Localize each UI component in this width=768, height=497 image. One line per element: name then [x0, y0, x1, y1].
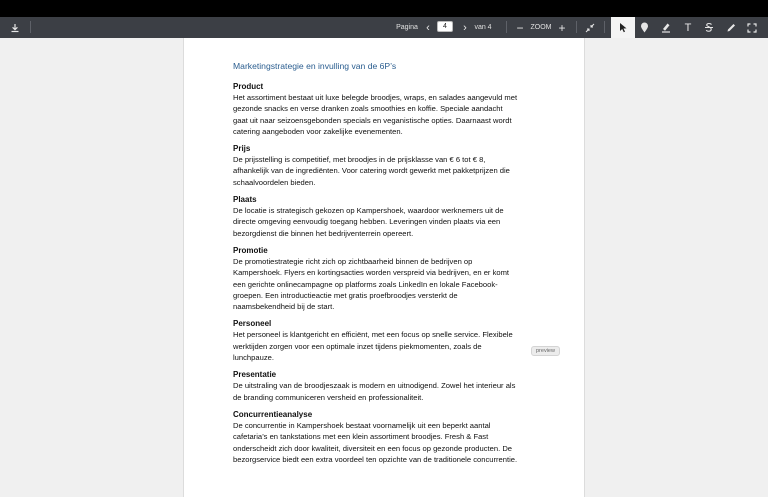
download-button[interactable] [8, 17, 22, 38]
collapse-icon [585, 23, 595, 33]
section-paragraph [233, 420, 553, 465]
text-line: directe omgeving eenvoudig toegang hebben. Leveringen vinden plaats via een [233, 217, 501, 227]
page-label: Pagina [396, 24, 418, 31]
section-presentatie [233, 369, 553, 403]
section-prijs [233, 143, 553, 188]
section-heading: Promotie [233, 245, 268, 255]
text-line: de branding communiceren versheid en professionaliteit. [233, 392, 424, 402]
section-heading: Concurrentieanalyse [233, 409, 313, 419]
download-icon [10, 23, 20, 33]
section-personeel [233, 318, 553, 363]
text-line: cafetaria’s en tankstations met een klein assortiment broodjes. Fresh & Fast [233, 432, 489, 442]
pointer-icon [619, 22, 628, 33]
marker-pin-tool-button[interactable] [637, 17, 651, 38]
text-line: Het assortiment bestaat uit luxe belegde broodjes, wraps, en salades aangevuld met [233, 93, 518, 102]
toolbar-separator [576, 21, 577, 33]
text-line: lunchpauze. [233, 353, 274, 363]
strikethrough-tool-button[interactable] [702, 17, 716, 38]
collapse-button[interactable] [583, 17, 597, 38]
highlighter-icon [661, 22, 671, 33]
section-heading: Presentatie [233, 370, 277, 380]
text-line: groepen. Een introductieactie met gratis proefbroodjes versterkt de [233, 290, 458, 300]
text-line: Het personeel is klantgericht en efficiënt, met een focus op snelle service. Flexibele [233, 330, 513, 340]
viewer-toolbar [0, 17, 768, 38]
text-line: werktijden zorgen voor een optimale inzet tijdens piekmomenten, zoals de [233, 341, 482, 351]
section-paragraph [233, 256, 553, 312]
text-tool-button[interactable] [681, 17, 695, 38]
text-line: bezorgdienst die binnen het bedrijventerrein opereert. [233, 228, 414, 238]
text-line: Kampershoek. Flyers en kortingsacties worden verspreid via bedrijven, en er komt [233, 268, 510, 278]
section-plaats [233, 194, 553, 239]
text-line: onderscheidt zich door kwaliteit, diversiteit en een focus op gezonde producten. De [233, 443, 513, 453]
text-line: naamsbekendheid bij de start. [233, 302, 335, 312]
section-heading: Plaats [233, 195, 257, 205]
previous-page-button[interactable] [421, 17, 435, 38]
section-heading: Product [233, 82, 264, 91]
document-content [233, 61, 553, 471]
text-line: De locatie is strategisch gekozen op Kampershoek, waardoor werknemers uit de [233, 206, 504, 216]
document-page [183, 38, 585, 497]
toolbar-separator [506, 21, 507, 33]
section-concurrentieanalyse [233, 409, 553, 465]
text-line: catering aangeboden voor zakelijke evenementen. [233, 126, 403, 136]
section-paragraph [233, 205, 553, 239]
highlighter-tool-button[interactable] [659, 17, 673, 38]
text-icon: T [684, 21, 692, 34]
section-heading: Personeel [233, 319, 272, 329]
fullscreen-icon [747, 23, 757, 33]
section-paragraph [233, 92, 553, 137]
chevron-left-icon: ‹ [426, 21, 430, 34]
strikethrough-icon [704, 22, 714, 33]
text-line: een gerichte onlinecampagne op platforms zoals LinkedIn en lokale Facebook- [233, 279, 498, 289]
text-line: bezorgservice biedt een extra voordeel ten opzichte van de traditionele concurrentie. [233, 454, 518, 464]
pen-tool-button[interactable] [724, 17, 738, 38]
plus-icon: + [558, 20, 566, 35]
fullscreen-button[interactable] [745, 17, 759, 38]
chevron-right-icon: › [463, 21, 467, 34]
text-line: gaat uit naar seizoensgebonden specials en veganistische opties. Daarnaast wordt [233, 115, 512, 125]
section-paragraph [233, 329, 553, 363]
window-top-bar [0, 0, 768, 17]
page-count: van 4 [474, 24, 492, 31]
text-line: De concurrentie in Kampershoek bestaat voornamelijk uit een beperkt aantal [233, 420, 491, 430]
toolbar-separator [604, 21, 605, 33]
zoom-label: ZOOM [530, 24, 552, 31]
text-line: De promotiestrategie richt zich op zichtbaarheid binnen de bedrijven op [233, 256, 473, 266]
section-paragraph [233, 154, 553, 188]
text-line: De uitstraling van de broodjeszaak is modern en uitnodigend. Zowel het interieur als [233, 381, 516, 391]
pen-icon [726, 23, 736, 33]
section-heading: Prijs [233, 144, 251, 154]
pointer-tool-button[interactable] [611, 17, 635, 38]
section-promotie [233, 245, 553, 312]
minus-icon: − [516, 20, 524, 35]
preview-badge[interactable]: preview [531, 346, 560, 356]
section-product [233, 81, 553, 137]
zoom-out-button[interactable] [513, 17, 527, 38]
section-paragraph [233, 380, 553, 403]
text-line: schaalvoordelen bieden. [233, 177, 316, 187]
page-number-input[interactable] [437, 21, 453, 32]
text-line: afhankelijk van de ingrediënten. Voor catering wordt gewerkt met pakketprijzen die [233, 166, 510, 176]
text-line: gezonde snacks en verse dranken zoals smoothies en koffie. Speciale aandacht [233, 104, 503, 114]
zoom-in-button[interactable] [555, 17, 569, 38]
next-page-button[interactable] [458, 17, 472, 38]
marker-pin-icon [640, 22, 649, 33]
document-title: Marketingstrategie en invulling van de 6P’s [233, 61, 397, 71]
text-line: De prijsstelling is competitief, met broodjes in de prijsklasse van € 6 tot € 8, [233, 155, 486, 165]
toolbar-separator [30, 21, 31, 33]
